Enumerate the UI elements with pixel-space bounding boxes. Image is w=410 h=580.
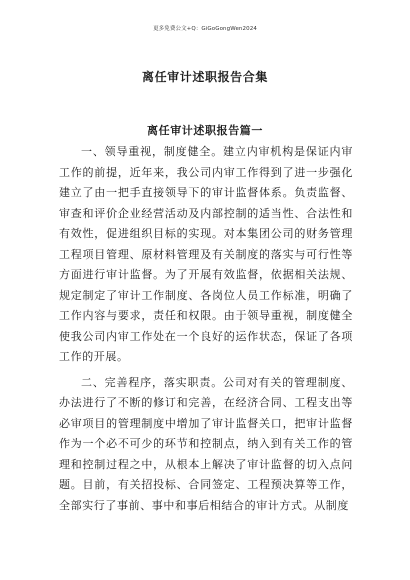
section-title: 离任审计述职报告篇一 [147,124,263,137]
paragraph-1: 一、领导重视，制度健全。建立内审机构是保证内审工作的前提，近年来，我公司内审工作得到了进一步强化建立了由一把手直接领导下的审计监督体系。负责监督、审查和评价企业经营活动及内部控制的适当性、合法性和有效性，促进组织目标的实现。对本集团公司的财务管理工程项目管理、原材料管理及有关制度的落实与可行性等方面进行审计监督。为了开展有效监督，依据相关法规、规定制定了审计工作制度、各岗位人员工作标准，明确了工作内容与要求，责任和权限。由于领导重视，制度健全使我公司内审工作处在一个良好的运作状态，保证了各项工作的开展。 [59,145,353,363]
document-body [59,142,353,516]
paragraph-2: 二、完善程序，落实职责。公司对有关的管理制度、办法进行了不断的修订和完善，在经济合同、工程支出等必审项目的管理制度中增加了审计监督关口，把审计监督作为一个必不可少的环节和控制点，纳入到有关工作的管理和控制过程之中，从根本上解决了审计监督的切入点问题。目前，有关招投标、合同签定、工程预决算等工作，全部实行了事前、事中和事后相结合的审计方式。从制度 [59,375,353,512]
header-note: 更多免费公文+Q：GiGoGongWen2024 [153,26,257,32]
document-title: 离任审计述职报告合集 [141,70,268,84]
